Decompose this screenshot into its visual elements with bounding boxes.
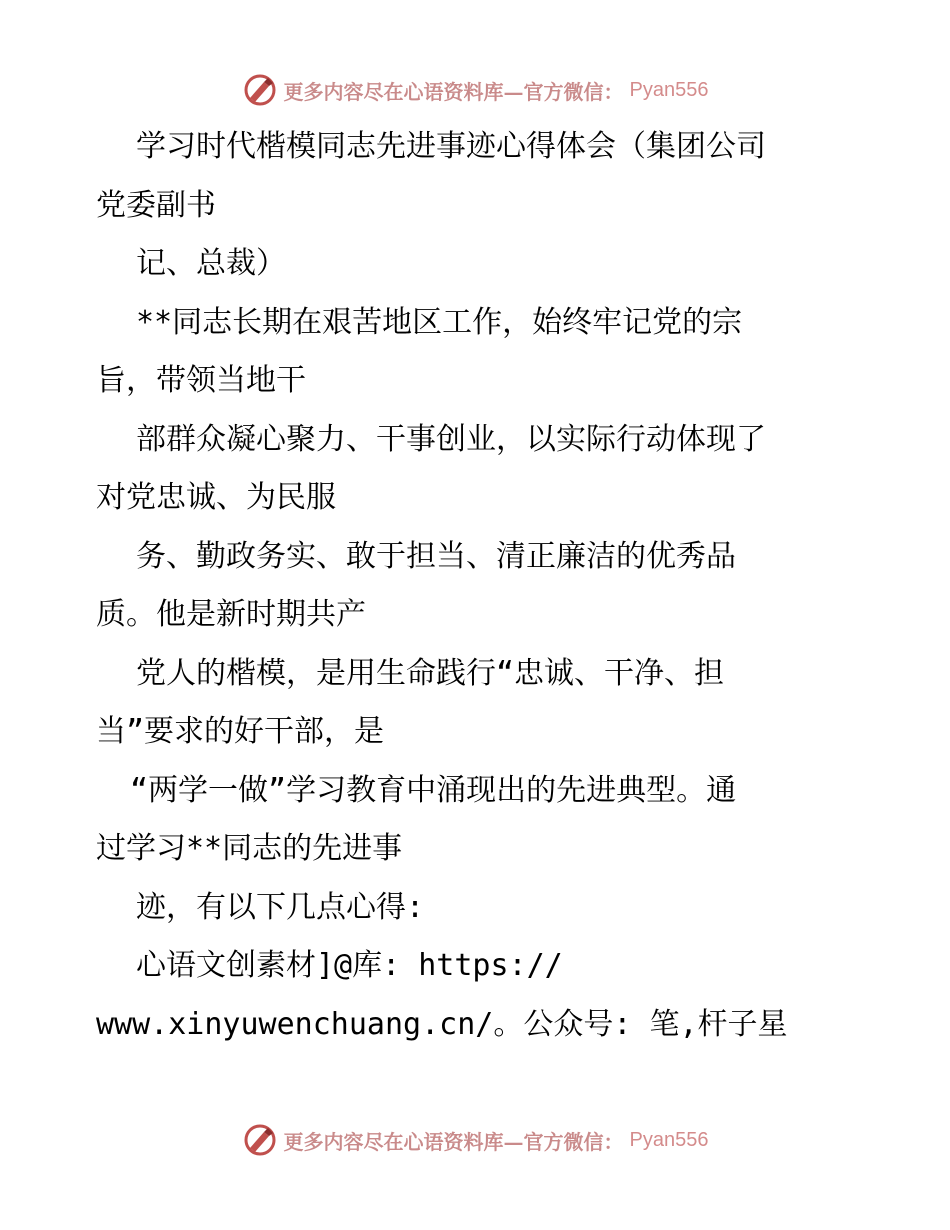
body-line: www.xinyuwenchuang.cn/。公众号: 笔,杆子星 bbox=[96, 1006, 788, 1042]
footer-banner-account: Pyan556 bbox=[629, 1128, 709, 1151]
footer-banner bbox=[0, 1120, 950, 1160]
body-line: 过学习**同志的先进事 bbox=[96, 831, 403, 866]
body-line: 党委副书 bbox=[96, 187, 216, 223]
body-line: 党人的楷模，是用生命践行“忠诚、干净、担 bbox=[136, 655, 725, 691]
body-line: 记、总裁） bbox=[136, 246, 286, 281]
footer-banner-text: 更多内容尽在心语资料库—官方微信： bbox=[283, 1129, 624, 1154]
body-line: 旨，带领当地干 bbox=[96, 363, 306, 398]
pen-logo-icon bbox=[242, 1122, 278, 1158]
body-line: **同志长期在艰苦地区工作，始终牢记党的宗 bbox=[136, 304, 743, 340]
body-line: 部群众凝心聚力、干事创业，以实际行动体现了 bbox=[136, 421, 766, 457]
header-banner bbox=[0, 70, 950, 110]
header-banner-account: Pyan556 bbox=[629, 78, 709, 101]
body-line: 质。他是新时期共产 bbox=[96, 597, 366, 632]
body-line: 当”要求的好干部，是 bbox=[96, 714, 385, 749]
body-line: 对党忠诚、为民服 bbox=[96, 480, 336, 515]
body-line: 学习时代楷模同志先进事迹心得体会（集团公司 bbox=[136, 129, 766, 164]
body-line: “两学一做”学习教育中涌现出的先进典型。通 bbox=[130, 772, 737, 808]
body-line: 迹，有以下几点心得: bbox=[136, 889, 425, 925]
body-line: 心语文创素材]@库: https:// bbox=[136, 948, 563, 983]
body-line: 务、勤政务实、敢于担当、清正廉洁的优秀品 bbox=[136, 538, 736, 574]
pen-logo-icon bbox=[242, 72, 278, 108]
document-body bbox=[96, 118, 876, 1054]
header-banner-text: 更多内容尽在心语资料库—官方微信： bbox=[283, 79, 624, 104]
